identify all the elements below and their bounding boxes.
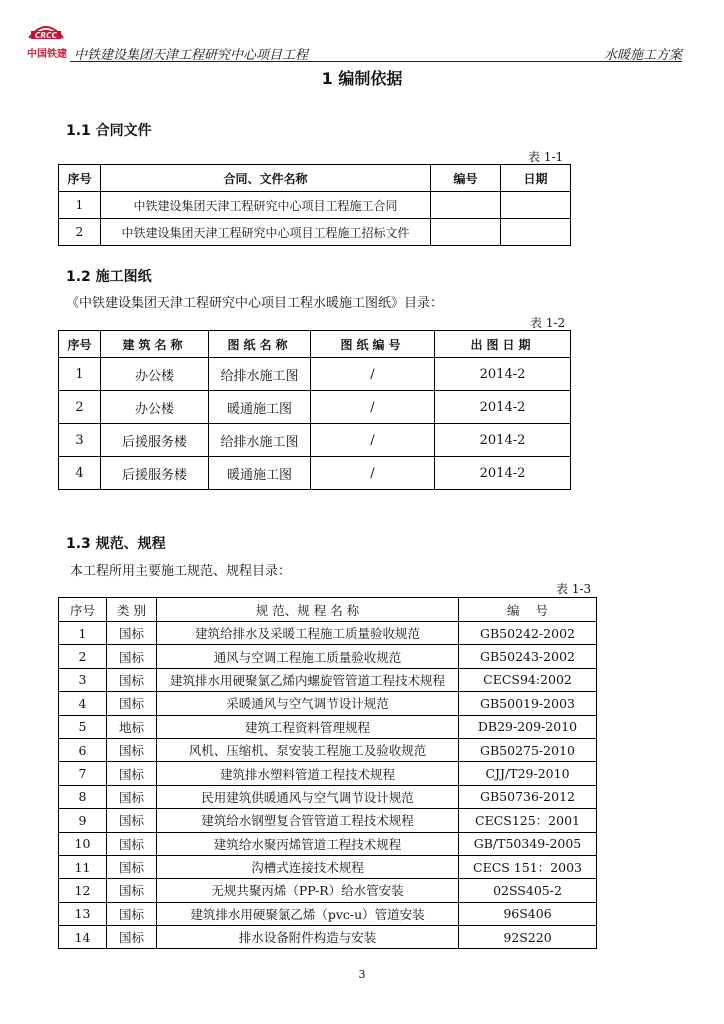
col-header-no: 序号 bbox=[59, 598, 107, 622]
table-row bbox=[59, 832, 597, 855]
cell-code: 96S406 bbox=[459, 902, 597, 925]
cell-standard-name: 建筑排水用硬聚氯乙烯（pvc-u）管道安装 bbox=[157, 902, 459, 925]
cell-standard-name: 建筑给水钢塑复合管管道工程技术规程 bbox=[157, 809, 459, 832]
cell-code: GB50275-2010 bbox=[459, 738, 597, 761]
cell-document-name: 中铁建设集团天津工程研究中心项目工程施工合同 bbox=[101, 192, 431, 219]
table-row bbox=[59, 358, 571, 391]
cell-category: 国标 bbox=[107, 879, 157, 902]
col-header-code: 编 号 bbox=[459, 598, 597, 622]
crcc-logo-icon bbox=[25, 20, 67, 42]
cell-code: DB29-209-2010 bbox=[459, 715, 597, 738]
table-row bbox=[59, 902, 597, 925]
section-1-1-heading: 1.1 合同文件 bbox=[66, 123, 152, 139]
table-1-3-caption: 表 1-3 bbox=[556, 582, 592, 596]
cell-standard-name: 民用建筑供暖通风与空气调节设计规范 bbox=[157, 785, 459, 808]
table-1-1-caption: 表 1-1 bbox=[528, 150, 564, 164]
table-row bbox=[59, 738, 597, 761]
cell-no: 8 bbox=[59, 785, 107, 808]
table-row bbox=[59, 457, 571, 490]
standards-table bbox=[58, 597, 597, 949]
header-divider bbox=[70, 61, 682, 62]
cell-number bbox=[431, 219, 501, 246]
cell-category: 国标 bbox=[107, 692, 157, 715]
cell-code: GB/T50349-2005 bbox=[459, 832, 597, 855]
cell-code: GB50019-2003 bbox=[459, 692, 597, 715]
col-header-number: 编号 bbox=[431, 165, 501, 192]
cell-code: 02SS405-2 bbox=[459, 879, 597, 902]
cell-category: 国标 bbox=[107, 645, 157, 668]
cell-code: GB50243-2002 bbox=[459, 645, 597, 668]
cell-code: 92S220 bbox=[459, 926, 597, 949]
cell-standard-name: 采暖通风与空气调节设计规范 bbox=[157, 692, 459, 715]
cell-no: 3 bbox=[59, 424, 101, 457]
cell-building: 后援服务楼 bbox=[101, 424, 209, 457]
table-1-2-caption: 表 1-2 bbox=[530, 316, 566, 330]
cell-code: CECS125：2001 bbox=[459, 809, 597, 832]
table-row bbox=[59, 715, 597, 738]
col-header-date: 日期 bbox=[501, 165, 571, 192]
contract-documents-table bbox=[58, 164, 571, 246]
cell-code: CECS 151：2003 bbox=[459, 855, 597, 878]
cell-building: 后援服务楼 bbox=[101, 457, 209, 490]
col-header-no: 序号 bbox=[59, 331, 101, 358]
col-header-document-name: 合同、文件名称 bbox=[101, 165, 431, 192]
header-doc-name: 水暖施工方案 bbox=[603, 48, 682, 63]
cell-standard-name: 建筑工程资料管理规程 bbox=[157, 715, 459, 738]
cell-drawing-name: 给排水施工图 bbox=[209, 424, 311, 457]
table-row bbox=[59, 424, 571, 457]
cell-drawing-number: / bbox=[311, 391, 435, 424]
cell-no: 13 bbox=[59, 902, 107, 925]
cell-category: 国标 bbox=[107, 785, 157, 808]
cell-no: 11 bbox=[59, 855, 107, 878]
col-header-drawing-name: 图纸名称 bbox=[209, 331, 311, 358]
cell-drawing-name: 暖通施工图 bbox=[209, 391, 311, 424]
cell-category: 国标 bbox=[107, 855, 157, 878]
header-project-name: 中铁建设集团天津工程研究中心项目工程 bbox=[74, 48, 309, 63]
cell-building: 办公楼 bbox=[101, 358, 209, 391]
page-title: 1 编制依据 bbox=[321, 69, 403, 88]
cell-issue-date: 2014-2 bbox=[435, 391, 571, 424]
table-row bbox=[59, 879, 597, 902]
table-row bbox=[59, 855, 597, 878]
cell-no: 4 bbox=[59, 692, 107, 715]
cell-no: 2 bbox=[59, 391, 101, 424]
table-header-row bbox=[59, 165, 571, 192]
cell-category: 地标 bbox=[107, 715, 157, 738]
cell-category: 国标 bbox=[107, 762, 157, 785]
table-row bbox=[59, 219, 571, 246]
cell-drawing-name: 给排水施工图 bbox=[209, 358, 311, 391]
section-1-2-heading: 1.2 施工图纸 bbox=[66, 269, 152, 285]
cell-code: GB50736-2012 bbox=[459, 785, 597, 808]
cell-no: 1 bbox=[59, 192, 101, 219]
cell-standard-name: 沟槽式连接技术规程 bbox=[157, 855, 459, 878]
cell-no: 2 bbox=[59, 219, 101, 246]
cell-no: 3 bbox=[59, 668, 107, 691]
table-header-row bbox=[59, 598, 597, 622]
cell-no: 10 bbox=[59, 832, 107, 855]
col-header-building: 建筑名称 bbox=[101, 331, 209, 358]
table-row bbox=[59, 622, 597, 645]
cell-date bbox=[501, 192, 571, 219]
cell-no: 1 bbox=[59, 622, 107, 645]
logo-text: 中国铁建 bbox=[27, 49, 67, 60]
cell-standard-name: 风机、压缩机、泵安装工程施工及验收规范 bbox=[157, 738, 459, 761]
cell-code: CJJ/T29-2010 bbox=[459, 762, 597, 785]
cell-category: 国标 bbox=[107, 809, 157, 832]
cell-category: 国标 bbox=[107, 668, 157, 691]
cell-issue-date: 2014-2 bbox=[435, 424, 571, 457]
cell-standard-name: 建筑排水塑料管道工程技术规程 bbox=[157, 762, 459, 785]
section-1-3-note: 本工程所用主要施工规范、规程目录： bbox=[70, 564, 292, 579]
cell-drawing-number: / bbox=[311, 358, 435, 391]
cell-no: 5 bbox=[59, 715, 107, 738]
cell-date bbox=[501, 219, 571, 246]
cell-no: 12 bbox=[59, 879, 107, 902]
cell-standard-name: 建筑给水聚丙烯管道工程技术规程 bbox=[157, 832, 459, 855]
cell-standard-name: 排水设备附件构造与安装 bbox=[157, 926, 459, 949]
svg-text:CRCC: CRCC bbox=[34, 31, 58, 40]
cell-standard-name: 通风与空调工程施工质量验收规范 bbox=[157, 645, 459, 668]
cell-drawing-number: / bbox=[311, 424, 435, 457]
cell-no: 7 bbox=[59, 762, 107, 785]
table-row bbox=[59, 785, 597, 808]
cell-document-name: 中铁建设集团天津工程研究中心项目工程施工招标文件 bbox=[101, 219, 431, 246]
section-1-3-heading: 1.3 规范、规程 bbox=[66, 536, 166, 552]
cell-no: 9 bbox=[59, 809, 107, 832]
cell-standard-name: 建筑给排水及采暖工程施工质量验收规范 bbox=[157, 622, 459, 645]
company-logo bbox=[22, 20, 70, 60]
cell-no: 1 bbox=[59, 358, 101, 391]
col-header-category: 类 别 bbox=[107, 598, 157, 622]
table-row bbox=[59, 668, 597, 691]
cell-category: 国标 bbox=[107, 902, 157, 925]
cell-category: 国标 bbox=[107, 832, 157, 855]
cell-number bbox=[431, 192, 501, 219]
cell-issue-date: 2014-2 bbox=[435, 457, 571, 490]
cell-standard-name: 建筑排水用硬聚氯乙烯内螺旋管管道工程技术规程 bbox=[157, 668, 459, 691]
drawings-table bbox=[58, 330, 571, 490]
table-row bbox=[59, 391, 571, 424]
table-row bbox=[59, 645, 597, 668]
cell-building: 办公楼 bbox=[101, 391, 209, 424]
cell-standard-name: 无规共聚丙烯（PP-R）给水管安装 bbox=[157, 879, 459, 902]
table-row bbox=[59, 192, 571, 219]
cell-drawing-name: 暖通施工图 bbox=[209, 457, 311, 490]
cell-no: 6 bbox=[59, 738, 107, 761]
col-header-standard-name: 规 范、规 程 名 称 bbox=[157, 598, 459, 622]
col-header-issue-date: 出图日期 bbox=[435, 331, 571, 358]
cell-code: GB50242-2002 bbox=[459, 622, 597, 645]
table-header-row bbox=[59, 331, 571, 358]
table-row bbox=[59, 926, 597, 949]
page-number: 3 bbox=[358, 968, 366, 981]
table-row bbox=[59, 809, 597, 832]
table-row bbox=[59, 692, 597, 715]
cell-code: CECS94:2002 bbox=[459, 668, 597, 691]
col-header-no: 序号 bbox=[59, 165, 101, 192]
standards-table-body bbox=[59, 622, 597, 949]
section-1-2-note: 《中铁建设集团天津工程研究中心项目工程水暖施工图纸》目录： bbox=[66, 296, 444, 311]
table-row bbox=[59, 762, 597, 785]
cell-drawing-number: / bbox=[311, 457, 435, 490]
col-header-drawing-number: 图纸编号 bbox=[311, 331, 435, 358]
cell-no: 4 bbox=[59, 457, 101, 490]
cell-issue-date: 2014-2 bbox=[435, 358, 571, 391]
cell-no: 14 bbox=[59, 926, 107, 949]
cell-category: 国标 bbox=[107, 926, 157, 949]
cell-no: 2 bbox=[59, 645, 107, 668]
cell-category: 国标 bbox=[107, 738, 157, 761]
cell-category: 国标 bbox=[107, 622, 157, 645]
